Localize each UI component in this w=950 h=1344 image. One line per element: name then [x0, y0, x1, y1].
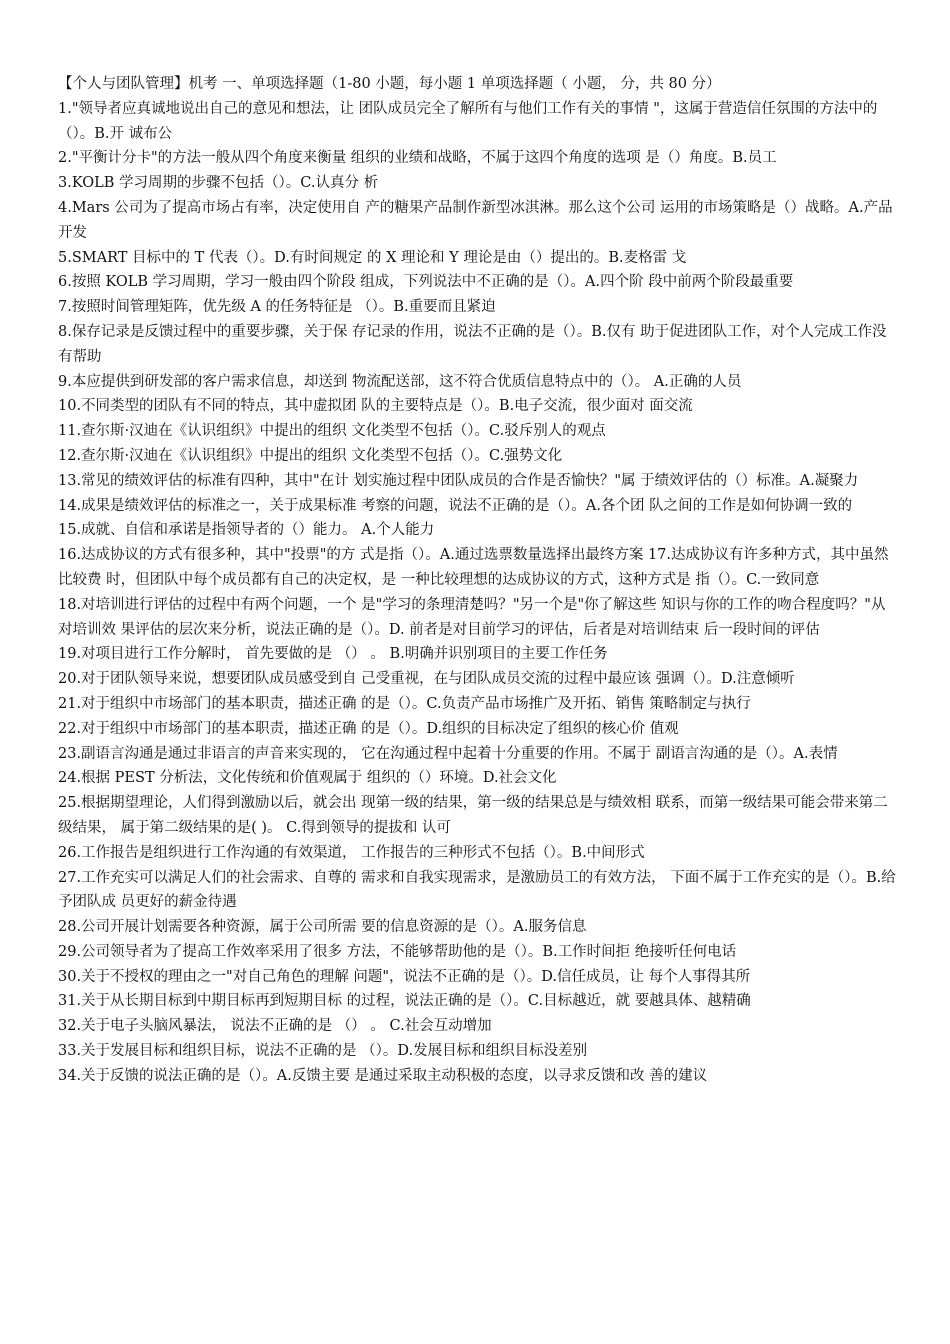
question-item: 19.对项目进行工作分解时， 首先要做的是 （） 。 B.明确并识别项目的主要工作任务 — [58, 646, 608, 663]
question-item: 13.常见的绩效评估的标准有四种，其中"在计 划实施过程中团队成员的合作是否愉快？"属 于绩效评估的（）标准。A.凝聚力 — [58, 472, 859, 489]
question-item: 32.关于电子头脑风暴法， 说法不正确的是 （） 。 C.社会互动增加 — [58, 1018, 492, 1035]
question-item: 9.本应提供到研发部的客户需求信息，却送到 物流配送部，这不符合优质信息特点中的（）。 A.正确的人员 — [58, 373, 742, 390]
question-item: 34.关于反馈的说法正确的是（）。A.反馈主要 是通过采取主动积极的态度，以寻求反馈和改 善的建议 — [58, 1067, 708, 1084]
question-item: 10.不同类型的团队有不同的特点，其中虚拟团 队的主要特点是（）。B.电子交流，很少面对 面交流 — [58, 398, 693, 415]
question-item: 22.对于组织中市场部门的基本职责，描述正确 的是（）。D.组织的目标决定了组织的核心价 值观 — [58, 720, 679, 737]
question-item: 27.工作充实可以满足人们的社会需求、自尊的 需求和自我实现需求，是激励员工的有效方法， 下面不属于工作充实的是（）。B.给予团队成 员更好的薪金待遇 — [58, 869, 896, 911]
question-item: 1."领导者应真诚地说出自己的意见和想法，让 团队成员完全了解所有与他们工作有关的事情 "，这属于营造信任氛围的方法中的（）。B.开 诚布公 — [58, 100, 878, 142]
question-item: 18.对培训进行评估的过程中有两个问题，一个 是"学习的条理清楚吗？"另一个是"你了解这些 知识与你的工作的吻合程度吗？"从对培训效 果评估的层次来分析，说法正确的是（）。D. 前者是对目前学习的评估，后者是对培训结束 后一段时间的评估 — [58, 596, 886, 638]
question-item: 23.副语言沟通是通过非语言的声音来实现的， 它在沟通过程中起着十分重要的作用。不属于 副语言沟通的是（）。A.表情 — [58, 745, 838, 762]
question-item: 31.关于从长期目标到中期目标再到短期目标 的过程，说法正确的是（）。C.目标越近，就 要越具体、越精确 — [58, 993, 751, 1010]
question-item: 28.公司开展计划需要各种资源，属于公司所需 要的信息资源的是（）。A.服务信息 — [58, 919, 587, 936]
question-item: 7.按照时间管理矩阵，优先级 A 的任务特征是 （）。B.重要而且紧迫 — [58, 299, 496, 316]
document-header: 【个人与团队管理】机考 一、单项选择题（1-80 小题，每小题 1 单项选择题（ 小题， 分，共 80 分） — [58, 76, 721, 92]
question-item: 16.达成协议的方式有很多种，其中"投票"的方 式是指（）。A.通过选票数量选择出最终方案 17.达成协议有许多种方式，其中虽然比较费 时，但团队中每个成员都有自己的决定权，是 一种比较理想的达成协议的方式，这种方式是 指（）。C.一致同意 — [58, 547, 889, 588]
question-item: 33.关于发展目标和组织目标，说法不正确的是 （）。D.发展目标和组织目标没差别 — [58, 1043, 588, 1060]
question-item: 15.成就、自信和承诺是指领导者的（）能力。 A.个人能力 — [58, 522, 435, 539]
question-item: 4.Mars 公司为了提高市场占有率，决定使用自 产的糖果产品制作新型冰淇淋。那么这个公司 运用的市场策略是（）战略。A.产品开发 — [58, 199, 893, 241]
question-item: 25.根据期望理论，人们得到激励以后，就会出 现第一级的结果，第一级的结果总是与绩效相 联系，而第一级结果可能会带来第二级结果， 属于第二级结果的是( )。 C.得到领导的提拔和 认可 — [58, 795, 888, 836]
question-item: 26.工作报告是组织进行工作沟通的有效渠道， 工作报告的三种形式不包括（）。B.中间形式 — [58, 844, 645, 861]
question-item: 12.查尔斯·汉迪在《认识组织》中提出的组织 文化类型不包括（）。C.强势文化 — [58, 447, 563, 464]
question-item: 30.关于不授权的理由之一"对自己角色的理解 问题"，说法不正确的是（）。D.信任成员，让 每个人事得其所 — [58, 968, 751, 985]
question-item: 14.成果是绩效评估的标准之一，关于成果标准 考察的问题，说法不正确的是（）。A.各个团 队之间的工作是如何协调一致的 — [58, 497, 853, 514]
question-item: 3.KOLB 学习周期的步骤不包括（）。C.认真分 析 — [58, 175, 379, 192]
question-item: 20.对于团队领导来说，想要团队成员感受到自 己受重视，在与团队成员交流的过程中最应该 强调（）。D.注意倾听 — [58, 671, 795, 688]
question-item: 8.保存记录是反馈过程中的重要步骤，关于保 存记录的作用，说法不正确的是（）。B.仅有 助于促进团队工作，对个人完成工作没有帮助 — [58, 323, 887, 365]
question-item: 24.根据 PEST 分析法，文化传统和价值观属于 组织的（）环境。D.社会文化 — [58, 770, 557, 787]
question-item: 11.查尔斯·汉迪在《认识组织》中提出的组织 文化类型不包括（）。C.驳斥别人的观点 — [58, 423, 606, 440]
document-page — [58, 72, 898, 1089]
question-item: 21.对于组织中市场部门的基本职责，描述正确 的是（）。C.负责产品市场推广及开拓、销售 策略制定与执行 — [58, 695, 751, 712]
question-item: 6.按照 KOLB 学习周期，学习一般由四个阶段 组成，下列说法中不正确的是（）。A.四个阶 段中前两个阶段最重要 — [58, 274, 794, 291]
question-item: 5.SMART 目标中的 T 代表（）。D.有时间规定 的 X 理论和 Y 理论是由（）提出的。B.麦格雷 戈 — [58, 249, 687, 266]
question-item: 29.公司领导者为了提高工作效率采用了很多 方法，不能够帮助他的是（）。B.工作时间拒 绝接听任何电话 — [58, 943, 737, 960]
question-item: 2."平衡计分卡"的方法一般从四个角度来衡量 组织的业绩和战略，不属于这四个角度的选项 是（）角度。B.员工 — [58, 150, 777, 167]
question-list — [58, 97, 898, 1089]
